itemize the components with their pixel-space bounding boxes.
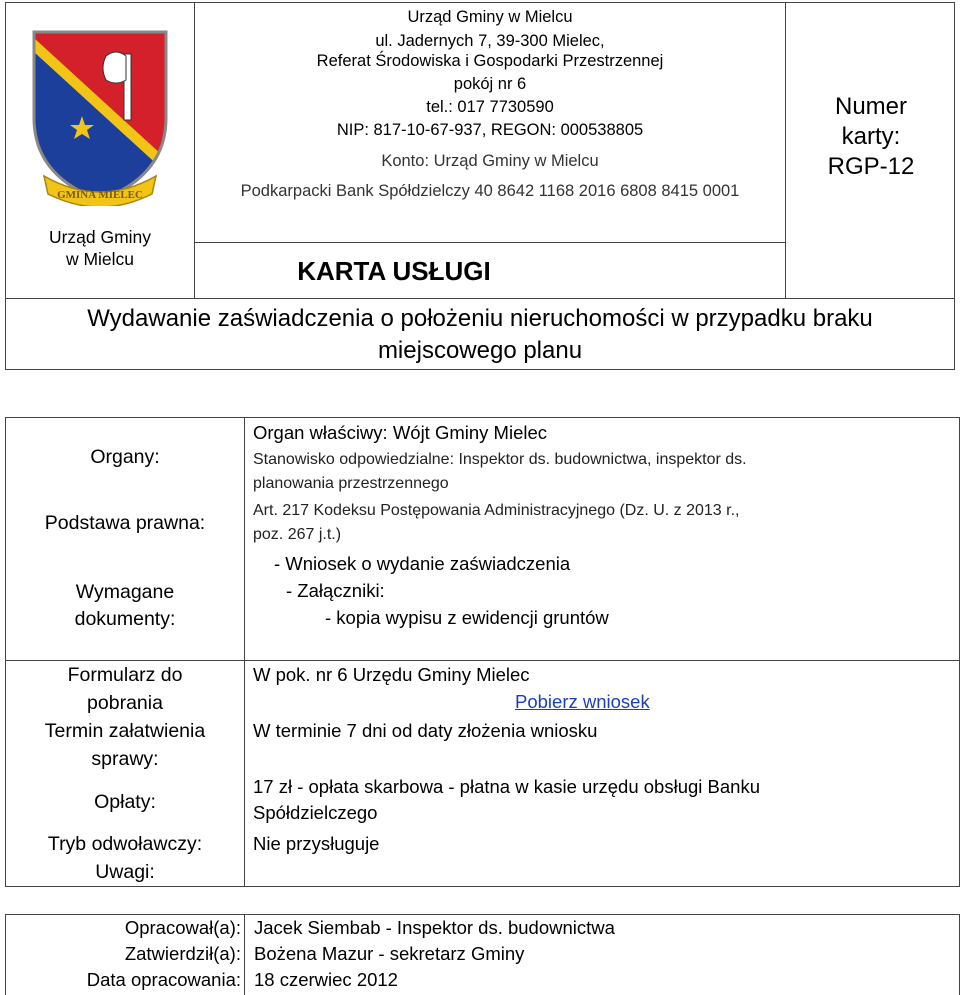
service-title-line-2: miejscowego planu xyxy=(377,337,583,364)
value-organ: Organ właściwy: Wójt Gminy Mielec xyxy=(253,422,548,443)
value-podstawa-1: Art. 217 Kodeksu Postępowania Administracyjnego (Dz. U. z 2013 r., xyxy=(253,502,740,519)
address-phone: tel.: 017 7730590 xyxy=(426,98,554,116)
card-number-label-2: karty: xyxy=(841,123,901,150)
label-tryb: Tryb odwoławczy: xyxy=(47,833,203,855)
value-dokument-2: - Załączniki: xyxy=(286,580,385,601)
label-wymagane-1: Wymagane xyxy=(75,581,175,603)
download-form-link[interactable] xyxy=(515,690,650,714)
address-street: ul. Jadernych 7, 39-300 Mielec, xyxy=(375,32,605,50)
address-office: Urząd Gminy w Mielcu xyxy=(407,8,573,26)
office-name xyxy=(5,226,195,270)
footer-approved-value: Bożena Mazur - sekretarz Gminy xyxy=(254,943,525,964)
address-department: Referat Środowiska i Gospodarki Przestrzennej xyxy=(316,52,664,70)
footer-prepared-label: Opracował(a): xyxy=(124,917,241,938)
label-podstawa: Podstawa prawna: xyxy=(44,512,206,534)
label-formularz-1: Formularz do xyxy=(67,664,183,686)
header-divider xyxy=(194,242,786,243)
value-tryb: Nie przysługuje xyxy=(253,833,380,854)
service-title xyxy=(5,303,955,367)
value-oplaty-2: Spółdzielczego xyxy=(253,802,378,823)
label-wymagane-2: dokumenty: xyxy=(74,608,176,630)
labels-column xyxy=(5,417,245,887)
bank-account-label: Konto: Urząd Gminy w Mielcu xyxy=(381,152,599,170)
service-title-line-1: Wydawanie zaświadczenia o położeniu nieruchomości w przypadku braku xyxy=(87,305,873,332)
download-form-link-text[interactable]: Pobierz wniosek xyxy=(515,691,650,712)
address-room: pokój nr 6 xyxy=(453,75,527,93)
logo-banner-text: GMINA MIELEC xyxy=(57,189,143,201)
card-number-block xyxy=(787,92,955,182)
card-title: KARTA USŁUGI xyxy=(297,256,491,286)
office-name-line-1: Urząd Gminy xyxy=(48,227,152,247)
footer-date-label: Data opracowania: xyxy=(86,969,241,990)
label-organy: Organy: xyxy=(90,446,160,468)
label-formularz-2: pobrania xyxy=(87,692,163,714)
card-number-value: RGP-12 xyxy=(827,153,915,180)
label-oplaty: Opłaty: xyxy=(94,791,156,813)
value-stanowisko-2: planowania przestrzennego xyxy=(253,475,449,492)
value-stanowisko-1: Stanowisko odpowiedzialne: Inspektor ds. budownictwa, inspektor ds. xyxy=(253,451,747,468)
value-oplaty-1: 17 zł - opłata skarbowa - płatna w kasie urzędu obsługi Banku xyxy=(253,776,760,797)
coat-of-arms-logo xyxy=(26,26,174,206)
value-dokument-1: - Wniosek o wydanie zaświadczenia xyxy=(274,553,571,574)
footer-prepared-value: Jacek Siembab - Inspektor ds. budownictwa xyxy=(254,917,615,938)
address-tax-ids: NIP: 817-10-67-937, REGON: 000538805 xyxy=(336,121,644,139)
bank-account-number: Podkarpacki Bank Spółdzielczy 40 8642 1168 2016 6808 8415 0001 xyxy=(240,182,740,200)
footer-approved-label: Zatwierdził(a): xyxy=(124,943,241,964)
value-dokument-3: - kopia wypisu z ewidencji gruntów xyxy=(325,607,609,628)
value-formularz: W pok. nr 6 Urzędu Gminy Mielec xyxy=(253,664,530,685)
office-name-line-2: w Mielcu xyxy=(65,249,135,269)
value-termin: W terminie 7 dni od daty złożenia wniosku xyxy=(253,720,598,741)
value-podstawa-2: poz. 267 j.t.) xyxy=(253,526,342,543)
card-number-label-1: Numer xyxy=(834,93,907,120)
label-uwagi: Uwagi: xyxy=(95,861,155,883)
label-termin-2: sprawy: xyxy=(91,748,159,770)
footer-date-value: 18 czerwiec 2012 xyxy=(254,969,398,990)
label-termin-1: Termin załatwienia xyxy=(44,720,206,742)
